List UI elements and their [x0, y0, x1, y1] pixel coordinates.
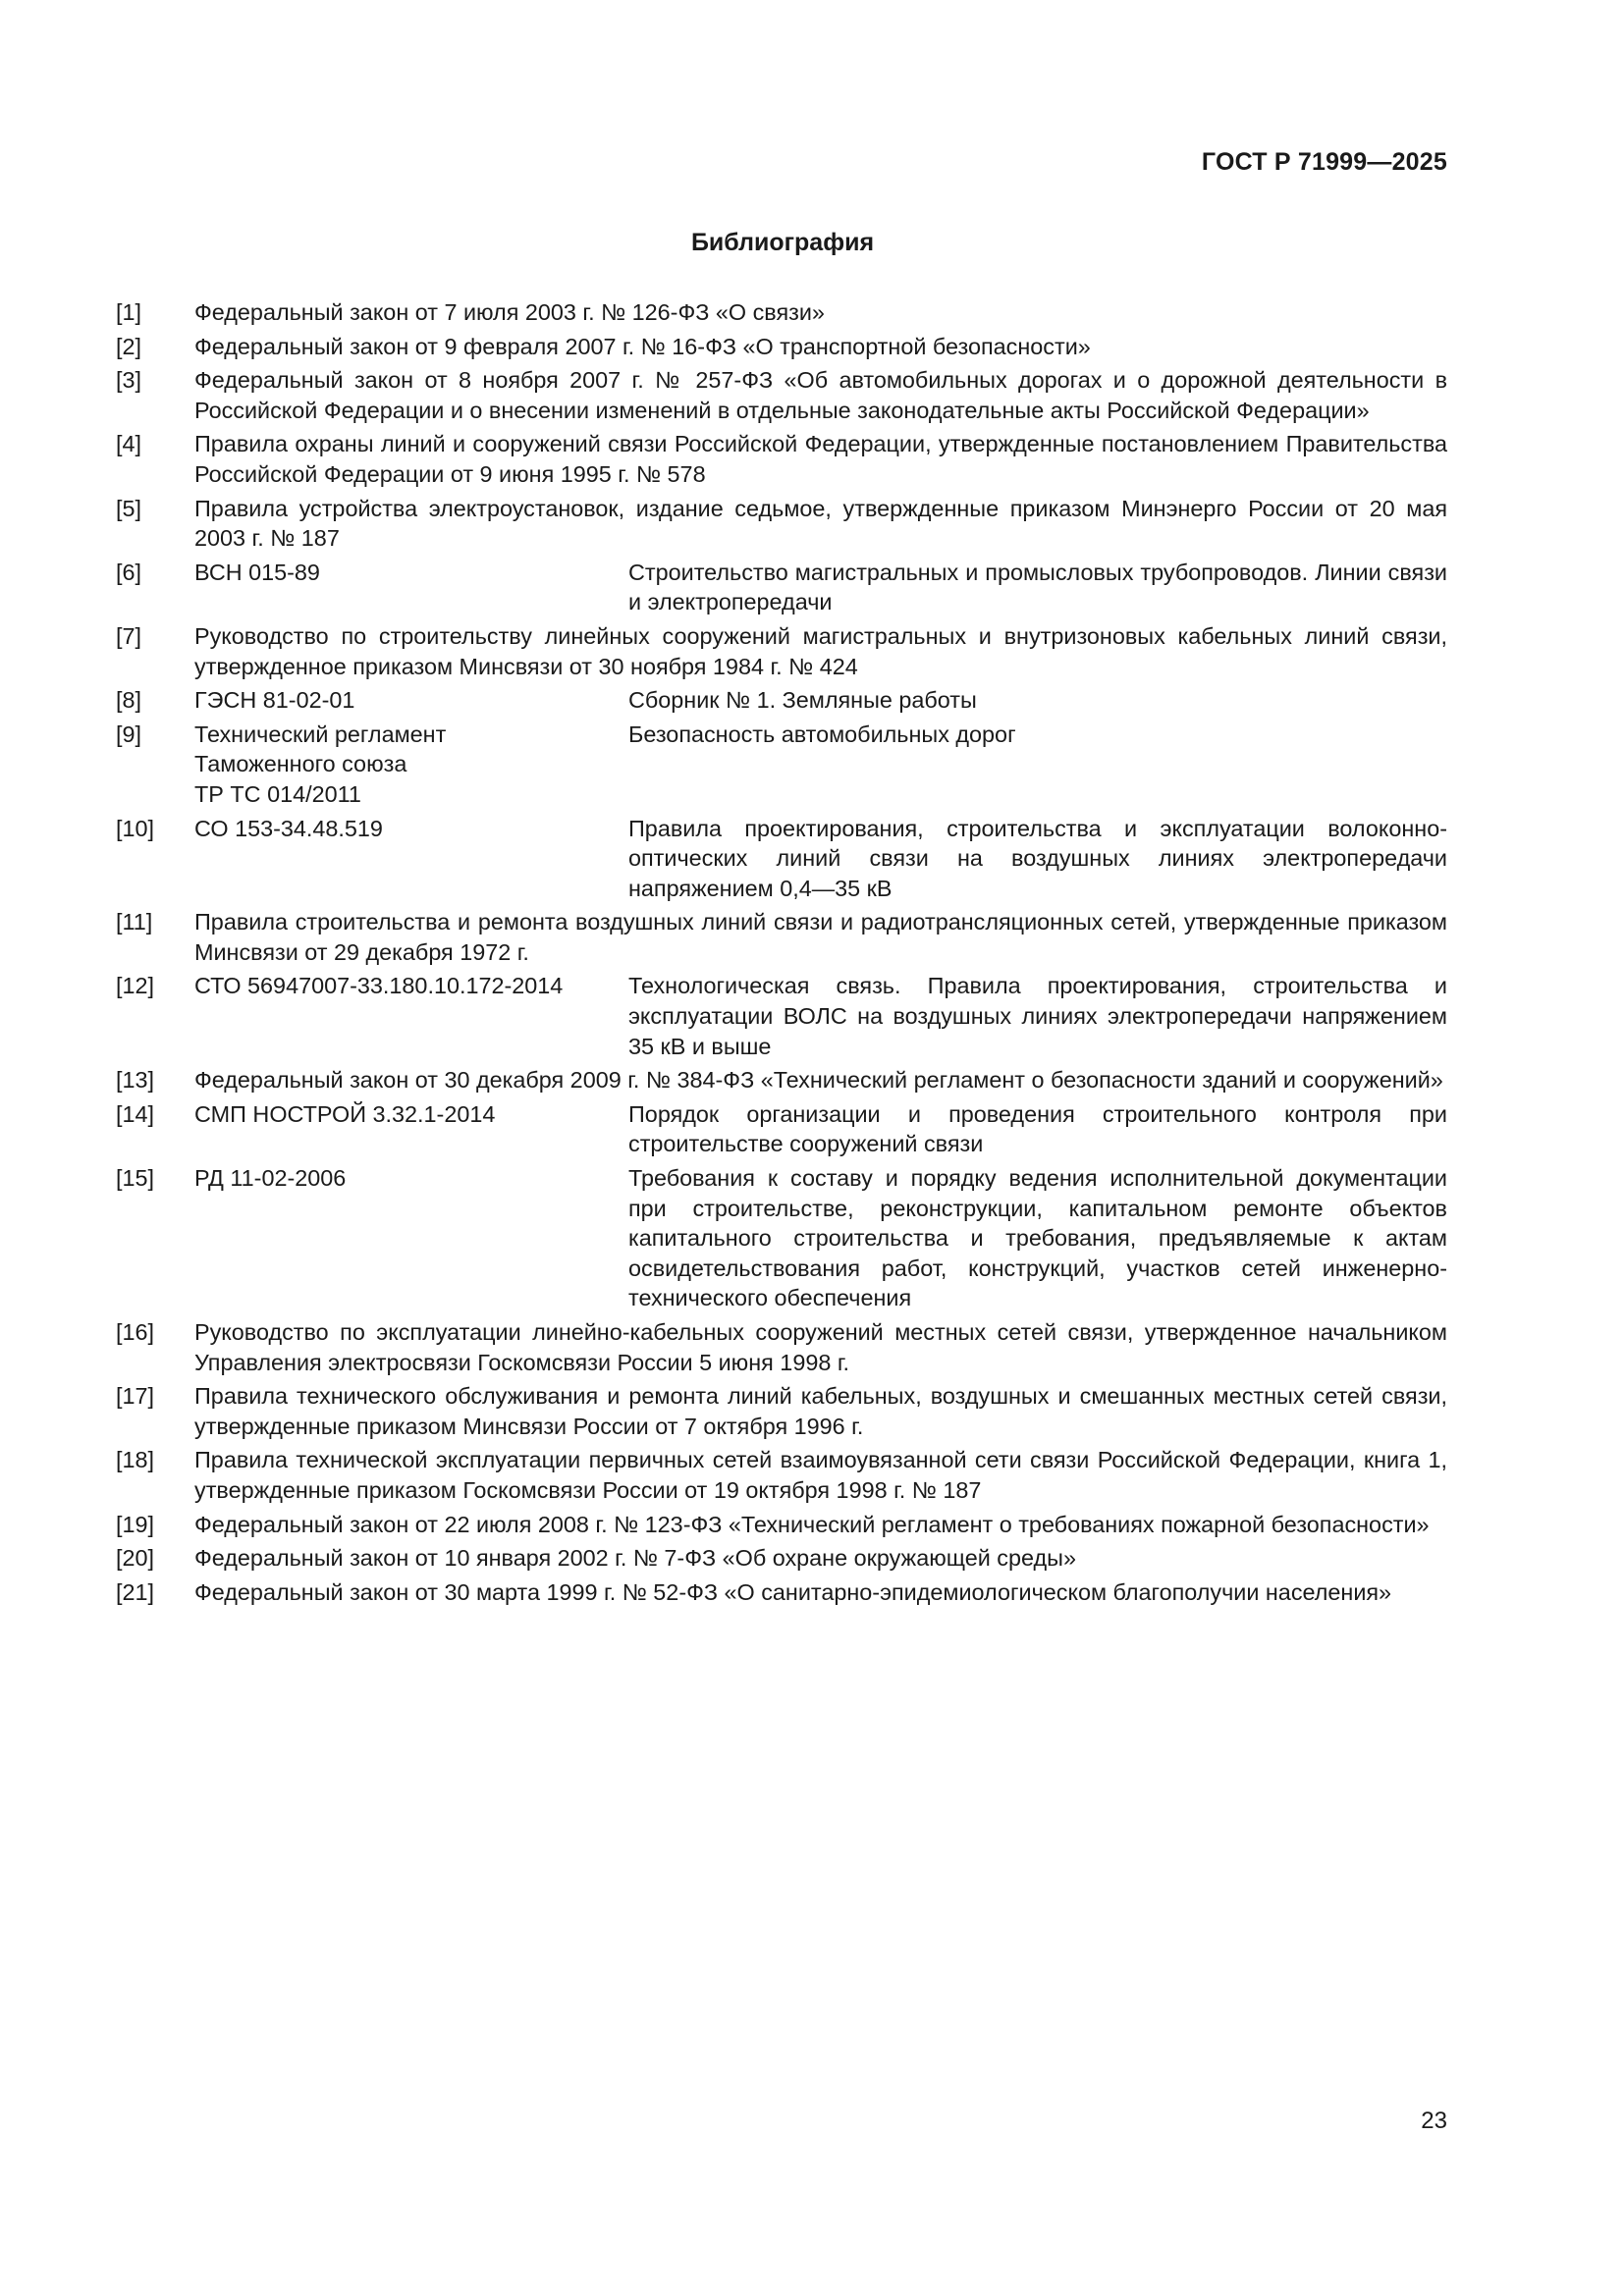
bibliography-entry — [116, 1065, 1447, 1095]
bibliography-list — [116, 297, 1447, 1611]
entry-number: [20] — [116, 1545, 155, 1572]
bibliography-entry — [116, 1317, 1447, 1377]
entry-text: Федеральный закон от 22 июля 2008 г. № 123-ФЗ «Технический регламент о требованиях пожарной безопасности» — [194, 1511, 1430, 1537]
entry-code — [194, 720, 628, 810]
entry-code: ГЭСН 81-02-01 — [194, 687, 355, 714]
entry-text: Федеральный закон от 30 марта 1999 г. № 52-ФЗ «О санитарно-эпидемиологическом благополучии населения» — [194, 1578, 1392, 1605]
entry-text: Руководство по эксплуатации линейно-кабельных сооружений местных сетей связи, утвержденное начальником Управления электросвязи Госкомсвязи России 5 июня 1998 г. — [194, 1319, 1447, 1375]
entry-code: СТО 56947007-33.180.10.172-2014 — [194, 973, 564, 999]
entry-text: Правила устройства электроустановок, издание седьмое, утвержденные приказом Минэнерго России от 20 мая 2003 г. № 187 — [194, 495, 1447, 552]
bibliography-entry — [116, 1445, 1447, 1505]
entry-code-line: ТР ТС 014/2011 — [194, 780, 361, 807]
entry-number: [8] — [116, 687, 142, 714]
page-title: Библиография — [690, 229, 875, 256]
entry-number: [18] — [116, 1447, 155, 1473]
entry-number: [21] — [116, 1578, 155, 1605]
entry-description: Требования к составу и порядку ведения исполнительной документации при строительстве, реконструкции, капитальном ремонте объектов капитального строительства и требования, предъявляемые к актам освидетельствования работ, конструкций, участков сетей инженерно-технического обеспечения — [628, 1165, 1447, 1311]
entry-number: [14] — [116, 1100, 155, 1127]
bibliography-entry — [116, 1543, 1447, 1574]
entry-code-line: Таможенного союза — [194, 751, 407, 777]
entry-code-line: Технический регламент — [194, 721, 447, 747]
bibliography-entry — [116, 814, 1447, 904]
entry-text: Федеральный закон от 9 февраля 2007 г. № 16-ФЗ «О транспортной безопасности» — [194, 333, 1091, 359]
bibliography-entry — [116, 1163, 1447, 1313]
bibliography-entry — [116, 1099, 1447, 1159]
bibliography-entry — [116, 332, 1447, 362]
entry-number: [17] — [116, 1383, 155, 1410]
bibliography-entry — [116, 685, 1447, 716]
page-number: 23 — [1421, 2108, 1447, 2134]
entry-description: Строительство магистральных и промысловых трубопроводов. Линии связи и электропередачи — [628, 559, 1447, 615]
bibliography-entry — [116, 1577, 1447, 1608]
bibliography-entry — [116, 1381, 1447, 1441]
entry-description: Правила проектирования, строительства и эксплуатации волоконно-оптических линий связи на воздушных линиях электропередачи напряжением 0,4—35 кВ — [628, 815, 1447, 901]
entry-number: [11] — [116, 909, 153, 935]
entry-number: [3] — [116, 367, 142, 394]
entry-text: Руководство по строительству линейных сооружений магистральных и внутризоновых кабельных линий связи, утвержденное приказом Минсвязи от 30 ноября 1984 г. № 424 — [194, 622, 1447, 679]
entry-description: Технологическая связь. Правила проектирования, строительства и эксплуатации ВОЛС на воздушных линиях электропередачи напряжением 35 кВ и выше — [628, 973, 1447, 1059]
entry-text: Правила охраны линий и сооружений связи Российской Федерации, утвержденные постановлением Правительства Российской Федерации от 9 июня 1995 г. № 578 — [194, 431, 1447, 487]
bibliography-entry — [116, 971, 1447, 1061]
bibliography-entry — [116, 720, 1447, 810]
entry-text: Федеральный закон от 30 декабря 2009 г. № 384-ФЗ «Технический регламент о безопасности зданий и сооружений» — [194, 1067, 1443, 1094]
bibliography-entry — [116, 365, 1447, 425]
entry-code: ВСН 015-89 — [194, 559, 320, 585]
bibliography-entry — [116, 558, 1447, 617]
document-code: ГОСТ Р 71999—2025 — [1201, 148, 1447, 176]
entry-number: [12] — [116, 973, 155, 999]
entry-number: [7] — [116, 622, 142, 649]
entry-number: [10] — [116, 815, 155, 841]
entry-number: [15] — [116, 1165, 155, 1192]
entry-description: Порядок организации и проведения строительного контроля при строительстве сооружений связи — [628, 1100, 1447, 1157]
entry-number: [2] — [116, 333, 142, 359]
entry-number: [6] — [116, 559, 142, 585]
entry-text: Правила технической эксплуатации первичных сетей взаимоувязанной сети связи Российской Федерации, книга 1, утвержденные приказом Госкомсвязи России от 19 октября 1998 г. № 187 — [194, 1447, 1447, 1503]
entry-text: Федеральный закон от 10 января 2002 г. № 7-ФЗ «Об охране окружающей среды» — [194, 1545, 1076, 1572]
entry-number: [5] — [116, 495, 142, 521]
bibliography-entry — [116, 494, 1447, 554]
entry-code: РД 11-02-2006 — [194, 1165, 347, 1192]
entry-description: Безопасность автомобильных дорог — [628, 721, 1016, 747]
entry-text: Правила строительства и ремонта воздушных линий связи и радиотрансляционных сетей, утвержденные приказом Минсвязи от 29 декабря 1972 г. — [194, 909, 1447, 965]
entry-text: Правила технического обслуживания и ремонта линий кабельных, воздушных и смешанных местных сетей связи, утвержденные приказом Минсвязи России от 7 октября 1996 г. — [194, 1383, 1447, 1439]
entry-text: Федеральный закон от 7 июля 2003 г. № 126-ФЗ «О связи» — [194, 299, 825, 325]
entry-text: Федеральный закон от 8 ноября 2007 г. № 257-ФЗ «Об автомобильных дорогах и о дорожной деятельности в Российской Федерации и о внесении изменений в отдельные законодательные акты Российской Федерации» — [194, 367, 1447, 423]
entry-number: [16] — [116, 1319, 155, 1345]
bibliography-entry — [116, 907, 1447, 967]
entry-number: [4] — [116, 431, 142, 457]
entry-code: СМП НОСТРОЙ 3.32.1-2014 — [194, 1100, 496, 1127]
entry-description: Сборник № 1. Земляные работы — [628, 687, 977, 714]
bibliography-entry — [116, 1510, 1447, 1540]
bibliography-entry — [116, 297, 1447, 328]
bibliography-entry — [116, 621, 1447, 681]
entry-number: [9] — [116, 721, 142, 747]
entry-code: СО 153-34.48.519 — [194, 815, 383, 841]
bibliography-entry — [116, 429, 1447, 489]
entry-number: [13] — [116, 1067, 155, 1094]
entry-number: [19] — [116, 1511, 155, 1537]
entry-number: [1] — [116, 299, 142, 325]
